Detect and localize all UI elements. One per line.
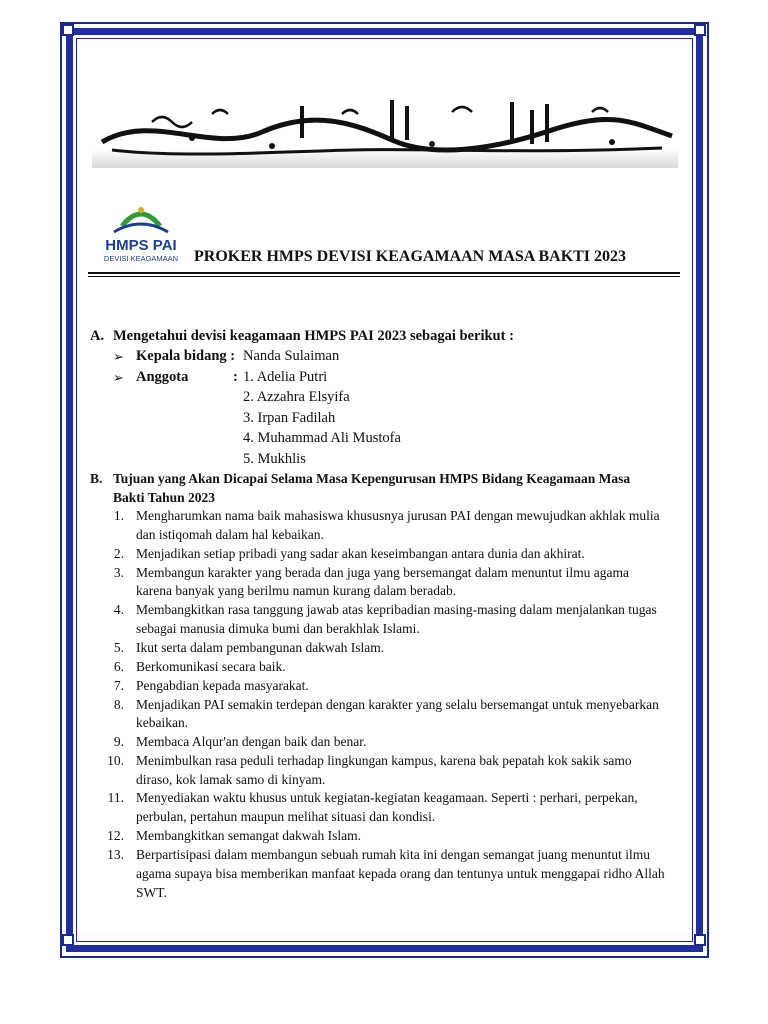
list-item-number: 8. [113, 697, 124, 712]
list-item-text: perbulan, pertahun maupun melihat situasi dan kondisi. [136, 809, 436, 824]
head-value: Nanda Sulaiman [243, 348, 340, 364]
svg-text:HMPS PAI: HMPS PAI [105, 237, 177, 254]
list-item-text: SWT. [136, 885, 167, 900]
list-item-text: Menjadikan PAI semakin terdepan dengan karakter yang selalu bersemangat untuk menyebarkan [136, 697, 659, 712]
document-title: PROKER HMPS DEVISI KEAGAMAAN MASA BAKTI 2023 [194, 248, 627, 265]
list-item-text: karena banyak yang berilmu namun kurang dalam beradab. [136, 583, 457, 598]
list-item-number: 2. [113, 546, 124, 561]
section-b-heading: Bakti Tahun 2023 [113, 490, 216, 505]
list-item-text: agama supaya bisa memberikan manfaat kepada orang dan tentunya untuk menggapai ridho Allah [136, 866, 665, 881]
list-item-text: Membangun karakter yang berada dan juga yang bersemangat dalam menuntut ilmu agama [136, 565, 629, 580]
arrow-bullet-icon: ➢ [113, 370, 124, 385]
members-label: Anggota [136, 369, 189, 385]
corner-ornament-bottom-right [694, 934, 706, 946]
title-rule-thick [88, 272, 680, 274]
title-rule-thin [88, 276, 680, 277]
list-item-number: 9. [113, 734, 124, 749]
list-item-text: Menimbulkan rasa peduli terhadap lingkungan kampus, karena bak pepatah kok sakik samo [136, 753, 632, 768]
list-item-text: Mengharumkan nama baik mahasiswa khususnya jurusan PAI dengan mewujudkan akhlak mulia [136, 508, 660, 523]
member-item: 3. Irpan Fadilah [243, 410, 336, 426]
head-label: Kepala bidang : [136, 348, 236, 364]
list-item-number: 1. [113, 508, 124, 523]
list-item-number: 11. [107, 790, 124, 805]
members-colon: : [233, 369, 238, 385]
section-b-heading: Tujuan yang Akan Dicapai Selama Masa Kepengurusan HMPS Bidang Keagamaan Masa [113, 471, 631, 486]
arrow-bullet-icon: ➢ [113, 349, 124, 364]
list-item-number: 13. [107, 847, 124, 862]
section-b-marker: B. [90, 471, 103, 486]
list-item-text: kebaikan. [136, 715, 189, 730]
list-item-text: Membaca Alqur'an dengan baik dan benar. [136, 734, 367, 749]
list-item-text: Pengabdian kepada masyarakat. [136, 678, 309, 693]
list-item-text: Membangkitkan semangat dakwah Islam. [136, 828, 361, 843]
section-a-heading: Mengetahui devisi keagamaan HMPS PAI 2023 sebagai berikut : [113, 328, 514, 344]
member-item: 2. Azzahra Elsyifa [243, 389, 350, 405]
corner-ornament-top-right [694, 24, 706, 36]
list-item-text: Berpartisipasi dalam membangun sebuah rumah kita ini dengan semangat juang menuntut ilmu [136, 847, 651, 862]
list-item-text: diraso, kok lamak samo di kinyam. [136, 772, 326, 787]
basmala-calligraphy-image [92, 92, 678, 168]
section-a-marker: A. [90, 328, 105, 344]
list-item-text: Ikut serta dalam pembangunan dakwah Islam. [136, 640, 385, 655]
list-item-text: sebagai manusia dimuka bumi dan berakhlak Islami. [136, 621, 420, 636]
list-item-number: 3. [113, 565, 124, 580]
list-item-number: 7. [113, 678, 124, 693]
list-item-number: 10. [107, 753, 124, 768]
member-item: 5. Mukhlis [243, 451, 306, 467]
list-item-text: Berkomunikasi secara baik. [136, 659, 286, 674]
list-item-number: 4. [113, 602, 124, 617]
corner-ornament-bottom-left [62, 934, 74, 946]
svg-text:DEVISI KEAGAMAAN: DEVISI KEAGAMAAN [103, 254, 179, 263]
list-item-number: 12. [107, 828, 124, 843]
list-item-number: 6. [113, 659, 124, 674]
corner-ornament-top-left [62, 24, 74, 36]
list-item-text: Membangkitkan rasa tanggung jawab atas kepribadian masing-masing dalam menjalankan tugas [136, 602, 657, 617]
list-item-text: Menyediakan waktu khusus untuk kegiatan-kegiatan keagamaan. Seperti : perhari, perpekan, [136, 790, 638, 805]
hmps-pai-logo [92, 200, 190, 264]
member-item: 4. Muhammad Ali Mustofa [243, 430, 401, 446]
list-item-text: Menjadikan setiap pribadi yang sadar akan keseimbangan antara dunia dan akhirat. [136, 546, 585, 561]
member-item: 1. Adelia Putri [243, 369, 328, 385]
list-item-number: 5. [113, 640, 124, 655]
list-item-text: dan istiqomah dalam hal kebaikan. [136, 527, 324, 542]
